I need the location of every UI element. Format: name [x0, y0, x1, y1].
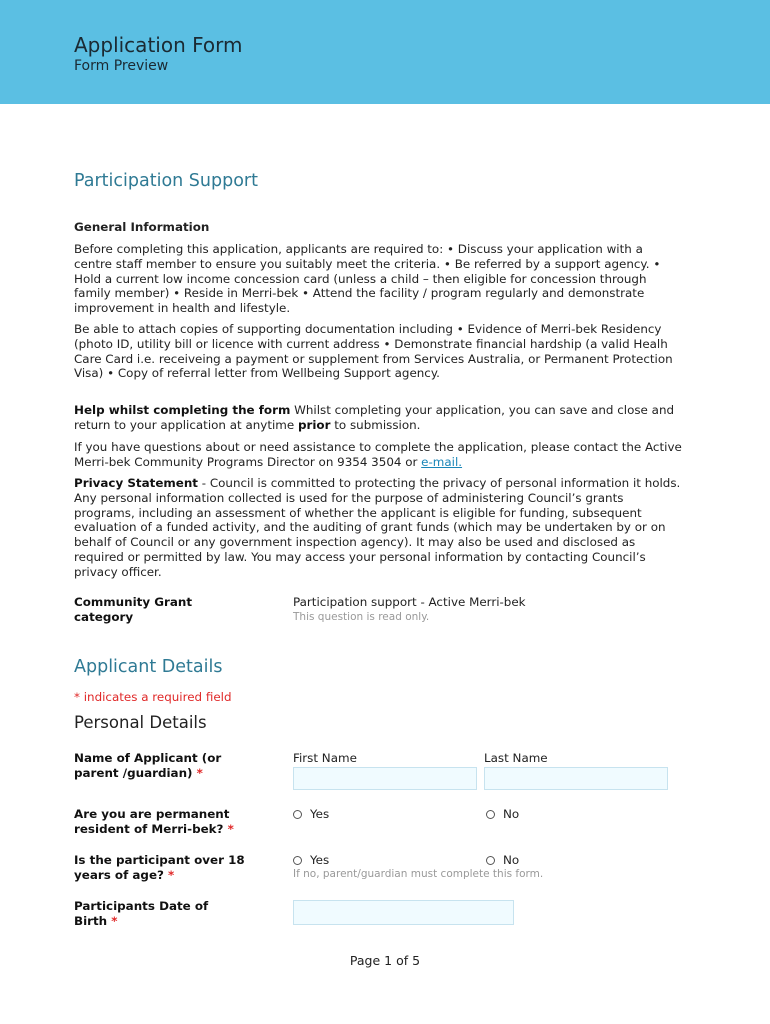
help-heading: Help whilst completing the form: [74, 403, 291, 417]
form-header: [0, 0, 770, 104]
help-text-b: to submission.: [330, 417, 421, 432]
radio-circle[interactable]: [486, 810, 495, 819]
email-link[interactable]: e-mail.: [421, 454, 463, 469]
form-title: Application Form: [74, 33, 243, 57]
resident-label: [74, 807, 264, 837]
first-name-input[interactable]: [293, 767, 477, 790]
required-star: *: [196, 765, 203, 780]
help-paragraph: [74, 403, 684, 433]
required-field-note: * indicates a required field: [74, 690, 232, 704]
radio-circle[interactable]: [293, 856, 302, 865]
last-name-label: Last Name: [484, 751, 548, 765]
community-grant-category-value: Participation support - Active Merri-bek: [293, 595, 526, 609]
resident-yes-radio[interactable]: [293, 807, 329, 821]
resident-label-text: Are you are permanent resident of Merri-bek?: [74, 807, 230, 836]
requirements-paragraph: Before completing this application, applicants are required to: • Discuss your application with a centre staff member to ensure you suitably meet the criteria. • Be referred by a support agency. • Hold a current low income concession card (unless a child – then eligible for concession through family member) • Reside in Merri-bek • Attend the facility / program regularly and demonstrate improvement in health and lifestyle.: [74, 242, 661, 316]
date-of-birth-label: [74, 899, 234, 929]
required-star: *: [168, 867, 175, 882]
privacy-text: - Council is committed to protecting the privacy of personal information it holds. Any personal information collected is used for the purpose of administering Council’s grants programs, including an assessment of whether the applicant is eligible for funding, subsequent evaluation of a funded activity, and the auditing of grant funds (which may be undertaken by or on behalf of Council or any government inspection agency). It may also be used and disclosed as required or permitted by law. You may access your personal information by contacting Council’s privacy officer.: [74, 476, 681, 579]
page-number: Page 1 of 5: [349, 953, 421, 968]
section-heading-applicant: Applicant Details: [74, 657, 223, 677]
questions-paragraph: [74, 440, 684, 470]
over-18-no-radio[interactable]: [486, 853, 519, 867]
read-only-hint: This question is read only.: [293, 611, 430, 623]
required-star: *: [111, 913, 118, 928]
first-name-label: First Name: [293, 751, 357, 765]
resident-no-radio[interactable]: [486, 807, 519, 821]
section-heading-participation: Participation Support: [74, 171, 258, 191]
personal-details-heading: Personal Details: [74, 713, 207, 732]
date-of-birth-input[interactable]: [293, 900, 514, 925]
community-grant-category-label: Community Grant category: [74, 595, 193, 624]
date-of-birth-label-text: Participants Date of Birth: [74, 899, 209, 928]
general-information-heading: General Information: [74, 220, 210, 234]
help-prior: prior: [297, 417, 331, 432]
over-18-yes-radio[interactable]: [293, 853, 329, 867]
radio-circle[interactable]: [486, 856, 495, 865]
applicant-name-label-text: Name of Applicant (or parent /guardian): [74, 751, 222, 780]
over-18-hint: If no, parent/guardian must complete this form.: [293, 868, 544, 880]
privacy-heading: Privacy Statement: [74, 476, 198, 490]
resident-yes-label: Yes: [310, 807, 330, 821]
last-name-input[interactable]: [484, 767, 668, 790]
help-text-a: Whilst completing your application, you can save and close and return to your application at anytime: [74, 403, 675, 432]
over-18-label: [74, 853, 254, 883]
radio-circle[interactable]: [293, 810, 302, 819]
documentation-paragraph: Be able to attach copies of supporting documentation including • Evidence of Merri-bek Residency (photo ID, utility bill or licence with current address • Demonstrate financial hardship (a valid Healh Care Card i.e. receiveing a payment or supplement from Services Australia, or Permanent Protection Visa) • Copy of referral letter from Wellbeing Support agency.: [74, 322, 673, 381]
required-star: *: [227, 821, 234, 836]
privacy-paragraph: [74, 476, 684, 580]
over-18-no-label: No: [503, 853, 520, 867]
over-18-label-text: Is the participant over 18 years of age?: [74, 853, 245, 882]
questions-text: If you have questions about or need assistance to complete the application, please contact the Active Merri-bek Community Programs Director on 9354 3504 or: [74, 440, 682, 469]
over-18-yes-label: Yes: [310, 853, 330, 867]
form-subtitle: Form Preview: [74, 58, 169, 74]
resident-no-label: No: [503, 807, 520, 821]
applicant-name-label: [74, 751, 254, 781]
